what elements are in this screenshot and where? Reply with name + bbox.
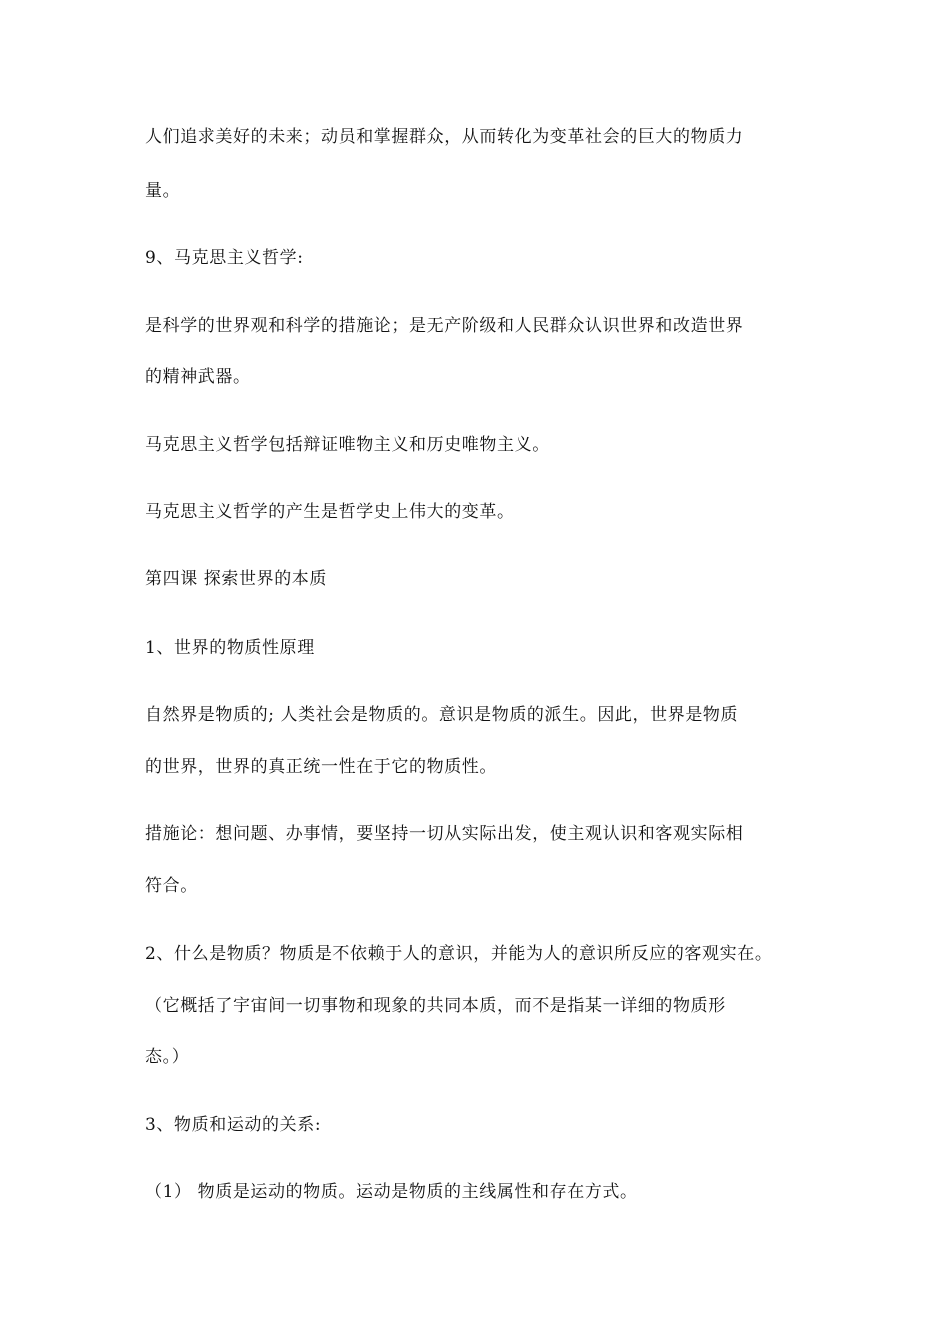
text-line: 人们追求美好的未来；动员和掌握群众，从而转化为变革社会的巨大的物质力 bbox=[145, 127, 744, 147]
text-line: 符合。 bbox=[145, 876, 198, 896]
text-line: 的精神武器。 bbox=[145, 367, 251, 387]
section-heading: 1、世界的物质性原理 bbox=[145, 638, 315, 658]
section-heading: 9、马克思主义哲学: bbox=[145, 248, 304, 268]
text-line: 措施论：想问题、办事情，要坚持一切从实际出发，使主观认识和客观实际相 bbox=[145, 824, 744, 844]
text-line: 的世界，世界的真正统一性在于它的物质性。 bbox=[145, 757, 497, 777]
section-heading: 2、什么是物质？物质是不依赖于人的意识，并能为人的意识所反应的客观实在。 bbox=[145, 944, 773, 964]
text-line: 量。 bbox=[145, 181, 181, 201]
lesson-heading: 第四课 探索世界的本质 bbox=[145, 569, 328, 589]
text-line: 马克思主义哲学包括辩证唯物主义和历史唯物主义。 bbox=[145, 435, 550, 455]
text-line: 是科学的世界观和科学的措施论；是无产阶级和人民群众认识世界和改造世界 bbox=[145, 316, 744, 336]
section-heading: 3、物质和运动的关系: bbox=[145, 1115, 322, 1135]
text-line: 自然界是物质的; 人类社会是物质的。意识是物质的派生。因此，世界是物质 bbox=[145, 705, 739, 725]
text-line: 态。） bbox=[145, 1047, 190, 1067]
text-line: （它概括了宇宙间一切事物和现象的共同本质，而不是指某一详细的物质形 bbox=[145, 996, 726, 1016]
text-line: 马克思主义哲学的产生是哲学史上伟大的变革。 bbox=[145, 502, 515, 522]
text-line: （1） 物质是运动的物质。运动是物质的主线属性和存在方式。 bbox=[145, 1182, 638, 1202]
